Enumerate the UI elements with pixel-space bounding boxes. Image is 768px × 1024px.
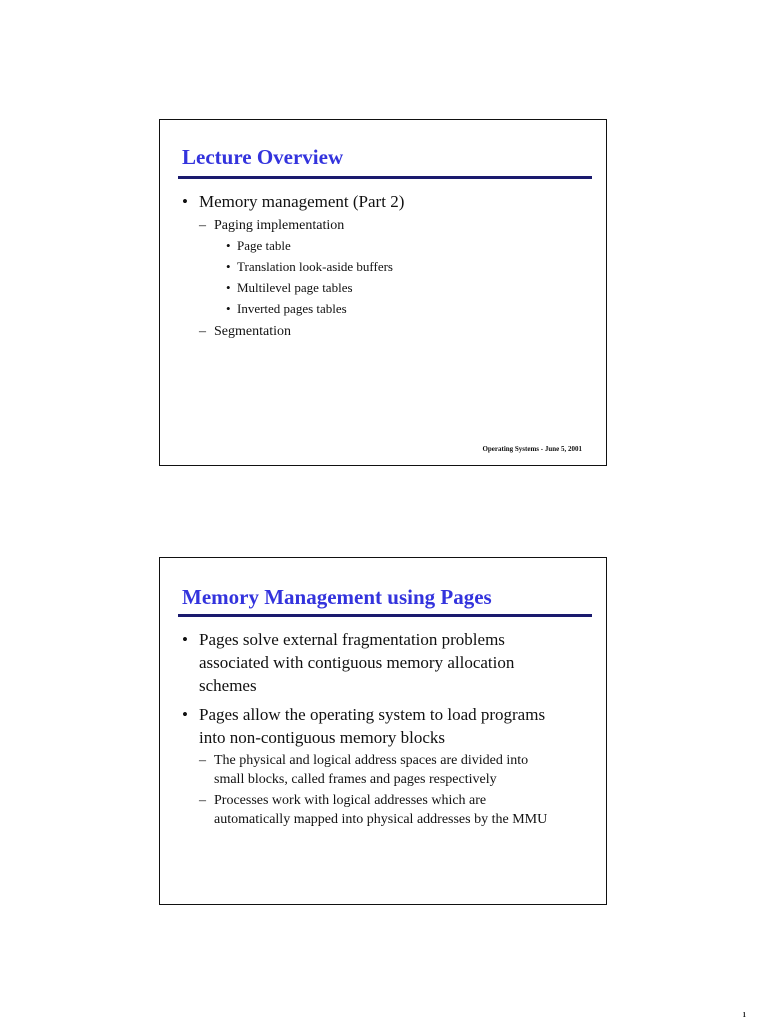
bullet-line: Pages solve external fragmentation problems: [199, 630, 505, 649]
bullet-dot-icon: •: [182, 630, 188, 649]
bullet-dot-icon: •: [182, 705, 188, 724]
sub-bullet-line: Processes work with logical addresses which are: [214, 793, 487, 808]
bullet-line: Pages allow the operating system to load programs: [199, 705, 546, 724]
bullet-text: Memory management (Part 2): [199, 192, 405, 211]
bullet-line: associated with contiguous memory allocation: [199, 653, 515, 672]
sub-bullet-text: Paging implementation: [214, 218, 345, 233]
slide-title: Memory Management using Pages: [182, 585, 492, 609]
page-number: 1: [742, 1011, 746, 1019]
dash-icon: –: [199, 793, 206, 808]
sub-bullet-item: [199, 751, 547, 789]
sub-sub-bullet-text: Page table: [237, 238, 291, 253]
slide-footer: Operating Systems - June 5, 2001: [482, 445, 582, 453]
sub-sub-bullet-item: [226, 256, 404, 277]
sub-sub-bullet-text: Translation look-aside buffers: [237, 259, 393, 274]
sub-sub-bullet-item: [226, 235, 404, 256]
dash-icon: –: [199, 218, 206, 233]
sub-bullet-item: [199, 791, 547, 829]
slide-title: Lecture Overview: [182, 145, 344, 169]
bullet-list: [182, 190, 404, 341]
bullet-dot-icon: •: [226, 238, 231, 253]
dash-icon: –: [199, 753, 206, 768]
bullet-dot-icon: •: [226, 280, 231, 295]
bullet-item: [182, 190, 404, 213]
sub-bullet-line: The physical and logical address spaces are divided into: [214, 753, 529, 768]
sub-bullet-line: small blocks, called frames and pages respectively: [214, 772, 497, 787]
title-underline: [178, 614, 592, 617]
sub-bullet-text: Segmentation: [214, 324, 291, 339]
sub-sub-bullet-text: Multilevel page tables: [237, 280, 353, 295]
sub-bullet-line: automatically mapped into physical addresses by the MMU: [214, 812, 548, 827]
bullet-list: [182, 628, 547, 829]
bullet-dot-icon: •: [182, 192, 188, 211]
sub-sub-bullet-item: [226, 298, 404, 319]
slide-lecture-overview: [159, 119, 607, 466]
sub-bullet-item: [199, 216, 404, 235]
bullet-item: [182, 628, 547, 697]
bullet-line: schemes: [199, 676, 257, 695]
bullet-dot-icon: •: [226, 301, 231, 316]
bullet-dot-icon: •: [226, 259, 231, 274]
bullet-line: into non-contiguous memory blocks: [199, 728, 446, 747]
sub-sub-bullet-text: Inverted pages tables: [237, 301, 347, 316]
sub-bullet-item: [199, 322, 404, 341]
dash-icon: –: [199, 324, 206, 339]
bullet-item: [182, 703, 547, 749]
sub-sub-bullet-item: [226, 277, 404, 298]
title-underline: [178, 176, 592, 179]
slide-memory-management-pages: [159, 557, 607, 905]
